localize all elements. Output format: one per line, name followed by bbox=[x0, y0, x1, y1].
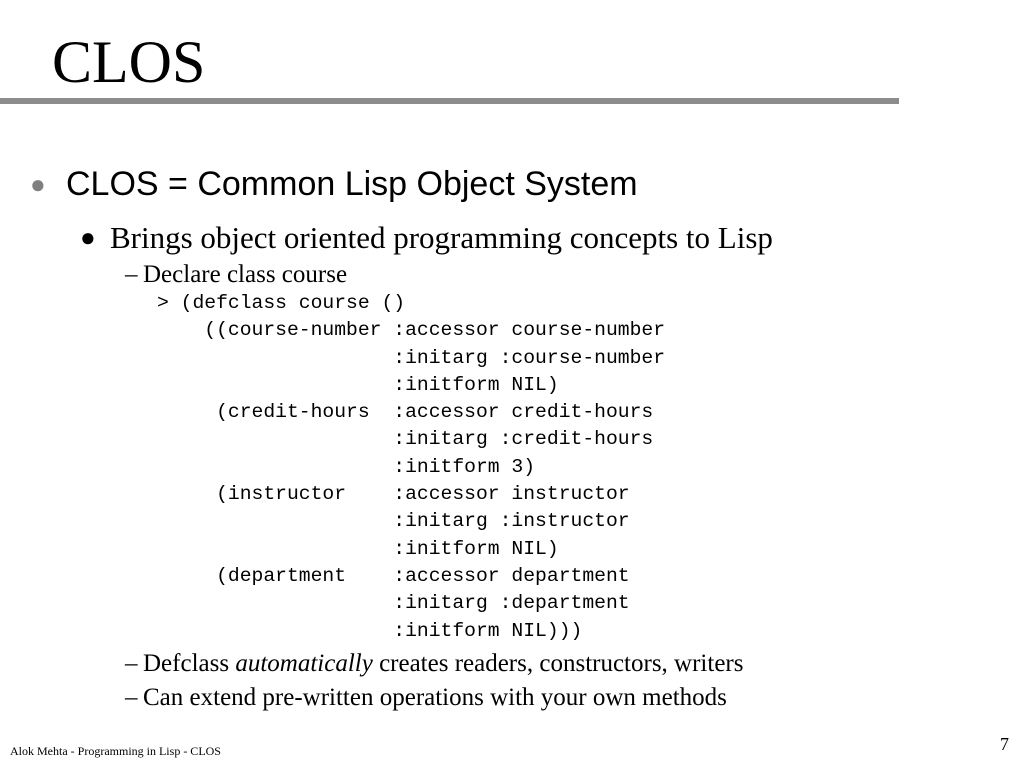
dash-item-emphasis: automatically bbox=[235, 650, 373, 677]
footer-text: Alok Mehta - Programming in Lisp - CLOS bbox=[10, 744, 221, 758]
code-block bbox=[157, 290, 665, 645]
bullet-dot-icon: ● bbox=[30, 169, 46, 199]
dash-item-extend bbox=[125, 682, 727, 714]
dash-marker: – bbox=[125, 261, 138, 288]
code-line: (instructor :accessor instructor bbox=[157, 483, 630, 506]
code-line: (department :accessor department bbox=[157, 564, 630, 587]
code-line: :initarg :instructor bbox=[157, 510, 630, 533]
code-line: (credit-hours :accessor credit-hours bbox=[157, 401, 654, 424]
bullet-dot-icon: ● bbox=[80, 223, 96, 252]
code-line: :initarg :department bbox=[157, 592, 630, 615]
code-line: :initarg :credit-hours bbox=[157, 428, 654, 451]
code-line: > (defclass course () bbox=[157, 292, 406, 314]
code-line: :initform NIL))) bbox=[157, 619, 583, 642]
bullet-level1-text: CLOS = Common Lisp Object System bbox=[66, 165, 638, 203]
dash-item-text: Declare class course bbox=[143, 261, 348, 288]
dash-item-declare bbox=[125, 259, 347, 291]
code-line: :initform NIL) bbox=[157, 373, 559, 396]
dash-item-text: Can extend pre-written operations with your own methods bbox=[143, 684, 727, 711]
code-line: :initform 3) bbox=[157, 455, 536, 478]
title-divider bbox=[0, 98, 899, 104]
dash-item-defclass bbox=[125, 648, 743, 680]
slide-title: CLOS bbox=[52, 29, 206, 95]
dash-item-suffix: creates readers, constructors, writers bbox=[372, 650, 744, 677]
code-line: :initform NIL) bbox=[157, 537, 559, 560]
dash-marker: – bbox=[125, 684, 138, 711]
code-line: :initarg :course-number bbox=[157, 346, 666, 369]
dash-marker: – bbox=[125, 650, 138, 677]
dash-item-prefix: Defclass bbox=[143, 650, 236, 677]
code-line: ((course-number :accessor course-number bbox=[157, 319, 666, 342]
bullet-level2-text: Brings object oriented programming concepts to Lisp bbox=[110, 220, 773, 255]
page-number: 7 bbox=[1000, 734, 1009, 754]
